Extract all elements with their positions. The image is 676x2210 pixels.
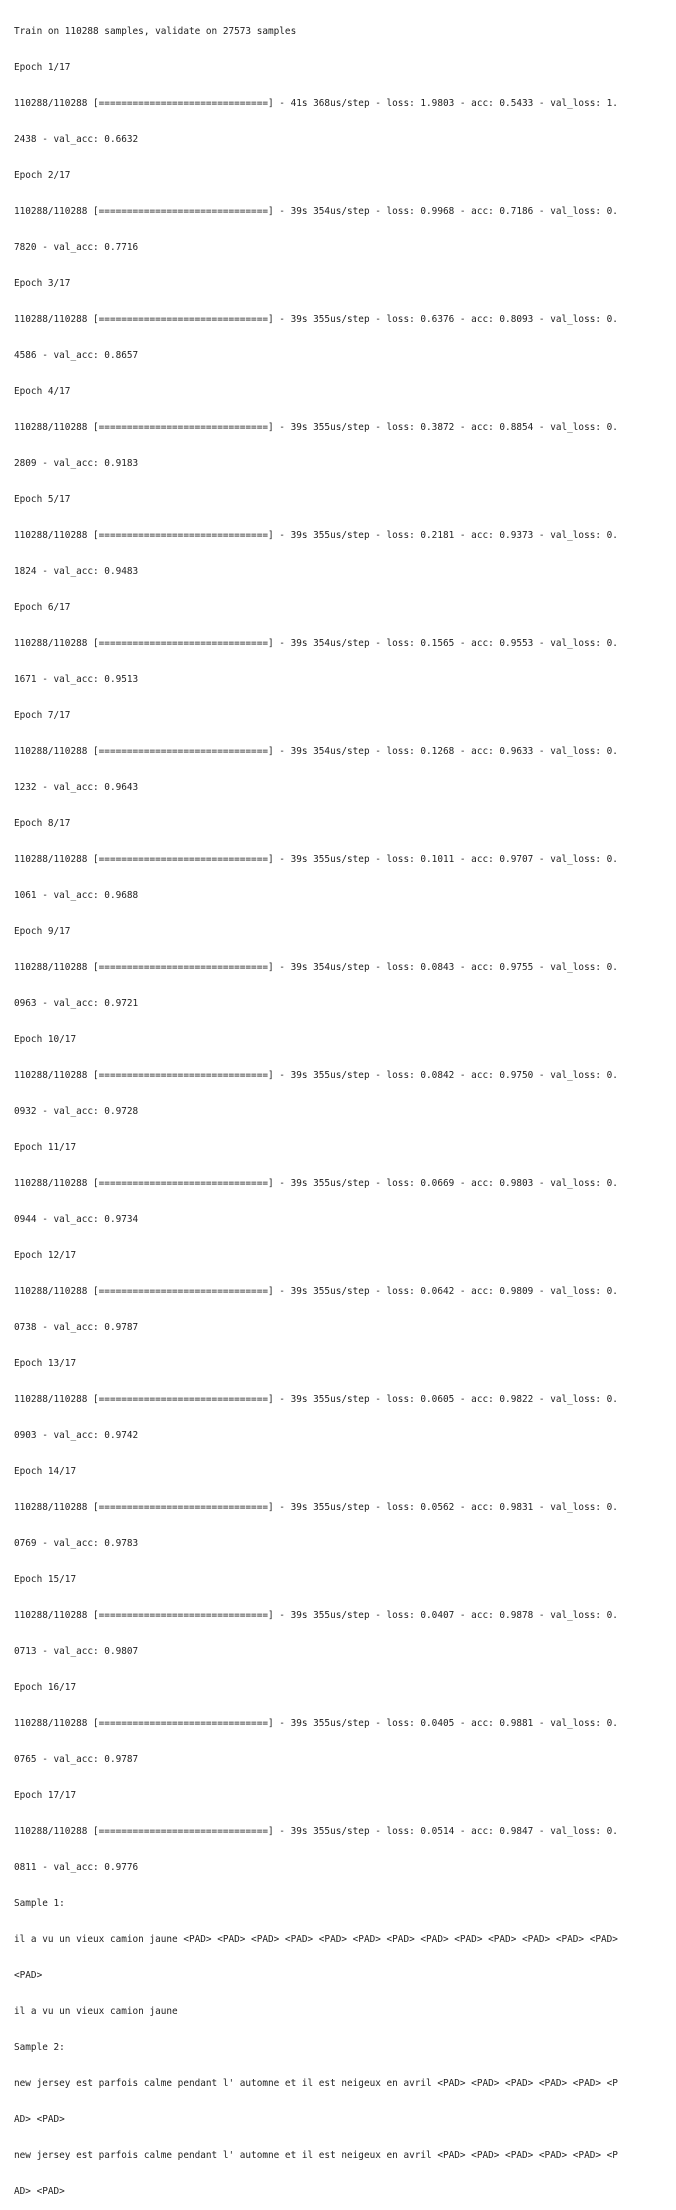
progress-line: 110288/110288 [==============================] - 39s 355us/step - loss: 0.6376 - acc: 0.8093 - val_loss: 0. — [14, 314, 618, 325]
val-acc-line: 0811 - val_acc: 0.9776 — [14, 1862, 139, 1873]
progress-line: 110288/110288 [==============================] - 39s 355us/step - loss: 0.1011 - acc: 0.9707 - val_loss: 0. — [14, 854, 618, 865]
epoch-header: Epoch 9/17 — [14, 926, 71, 937]
epoch-header: Epoch 8/17 — [14, 818, 71, 829]
val-acc-line: 0944 - val_acc: 0.9734 — [14, 1214, 139, 1225]
epoch-header: Epoch 4/17 — [14, 386, 71, 397]
progress-line: 110288/110288 [==============================] - 39s 355us/step - loss: 0.0669 - acc: 0.9803 - val_loss: 0. — [14, 1178, 618, 1189]
progress-line: 110288/110288 [==============================] - 39s 355us/step - loss: 0.3872 - acc: 0.8854 - val_loss: 0. — [14, 422, 618, 433]
progress-line: 110288/110288 [==============================] - 39s 355us/step - loss: 0.2181 - acc: 0.9373 - val_loss: 0. — [14, 530, 618, 541]
progress-line: 110288/110288 [==============================] - 39s 354us/step - loss: 0.1565 - acc: 0.9553 - val_loss: 0. — [14, 638, 618, 649]
epoch-header: Epoch 5/17 — [14, 494, 71, 505]
progress-line: 110288/110288 [==============================] - 39s 354us/step - loss: 0.0843 - acc: 0.9755 - val_loss: 0. — [14, 962, 618, 973]
sample-header: Sample 1: — [14, 1898, 65, 1909]
epoch-header: Epoch 13/17 — [14, 1358, 77, 1369]
sample-header: Sample 2: — [14, 2042, 65, 2053]
progress-line: 110288/110288 [==============================] - 39s 355us/step - loss: 0.0405 - acc: 0.9881 - val_loss: 0. — [14, 1718, 618, 1729]
console-output — [14, 2, 654, 2210]
train-summary-line: Train on 110288 samples, validate on 27573 samples — [14, 26, 297, 37]
progress-line: 110288/110288 [==============================] - 39s 355us/step - loss: 0.0605 - acc: 0.9822 - val_loss: 0. — [14, 1394, 618, 1405]
val-acc-line: 0932 - val_acc: 0.9728 — [14, 1106, 139, 1117]
epoch-header: Epoch 15/17 — [14, 1574, 77, 1585]
epoch-header: Epoch 6/17 — [14, 602, 71, 613]
val-acc-line: 2809 - val_acc: 0.9183 — [14, 458, 139, 469]
val-acc-line: 1232 - val_acc: 0.9643 — [14, 782, 139, 793]
val-acc-line: 7820 - val_acc: 0.7716 — [14, 242, 139, 253]
val-acc-line: 0903 - val_acc: 0.9742 — [14, 1430, 139, 1441]
progress-line: 110288/110288 [==============================] - 39s 355us/step - loss: 0.0642 - acc: 0.9809 - val_loss: 0. — [14, 1286, 618, 1297]
progress-line: 110288/110288 [==============================] - 39s 354us/step - loss: 0.9968 - acc: 0.7186 - val_loss: 0. — [14, 206, 618, 217]
val-acc-line: 0713 - val_acc: 0.9807 — [14, 1646, 139, 1657]
progress-line: 110288/110288 [==============================] - 39s 355us/step - loss: 0.0562 - acc: 0.9831 - val_loss: 0. — [14, 1502, 618, 1513]
epoch-header: Epoch 2/17 — [14, 170, 71, 181]
val-acc-line: 0738 - val_acc: 0.9787 — [14, 1322, 139, 1333]
sample-prediction-line: il a vu un vieux camion jaune <PAD> <PAD> <PAD> <PAD> <PAD> <PAD> <PAD> <PAD> <PAD> <PAD> <PAD> <PAD> <PAD> — [14, 1934, 618, 1945]
val-acc-line: 0765 - val_acc: 0.9787 — [14, 1754, 139, 1765]
sample-prediction-line: new jersey est parfois calme pendant l' automne et il est neigeux en avril <PAD> <PAD> <PAD> <PAD> <PAD> <P — [14, 2078, 618, 2089]
val-acc-line: 2438 - val_acc: 0.6632 — [14, 134, 139, 145]
epoch-header: Epoch 7/17 — [14, 710, 71, 721]
val-acc-line: 0769 - val_acc: 0.9783 — [14, 1538, 139, 1549]
val-acc-line: 1671 - val_acc: 0.9513 — [14, 674, 139, 685]
val-acc-line: 0963 - val_acc: 0.9721 — [14, 998, 139, 1009]
sample-reference-line: il a vu un vieux camion jaune — [14, 2006, 178, 2017]
sample-prediction-line: <PAD> — [14, 1970, 43, 1981]
val-acc-line: 1824 - val_acc: 0.9483 — [14, 566, 139, 577]
progress-line: 110288/110288 [==============================] - 39s 354us/step - loss: 0.1268 - acc: 0.9633 - val_loss: 0. — [14, 746, 618, 757]
progress-line: 110288/110288 [==============================] - 41s 368us/step - loss: 1.9803 - acc: 0.5433 - val_loss: 1. — [14, 98, 618, 109]
epoch-header: Epoch 3/17 — [14, 278, 71, 289]
epoch-header: Epoch 11/17 — [14, 1142, 77, 1153]
epoch-header: Epoch 10/17 — [14, 1034, 77, 1045]
sample-reference-line: new jersey est parfois calme pendant l' automne et il est neigeux en avril <PAD> <PAD> <PAD> <PAD> <PAD> <P — [14, 2150, 618, 2161]
epoch-header: Epoch 1/17 — [14, 62, 71, 73]
progress-line: 110288/110288 [==============================] - 39s 355us/step - loss: 0.0514 - acc: 0.9847 - val_loss: 0. — [14, 1826, 618, 1837]
sample-prediction-line: AD> <PAD> — [14, 2114, 65, 2125]
epoch-header: Epoch 17/17 — [14, 1790, 77, 1801]
sample-reference-line: AD> <PAD> — [14, 2186, 65, 2197]
val-acc-line: 1061 - val_acc: 0.9688 — [14, 890, 139, 901]
epoch-header: Epoch 12/17 — [14, 1250, 77, 1261]
progress-line: 110288/110288 [==============================] - 39s 355us/step - loss: 0.0407 - acc: 0.9878 - val_loss: 0. — [14, 1610, 618, 1621]
val-acc-line: 4586 - val_acc: 0.8657 — [14, 350, 139, 361]
progress-line: 110288/110288 [==============================] - 39s 355us/step - loss: 0.0842 - acc: 0.9750 - val_loss: 0. — [14, 1070, 618, 1081]
epoch-header: Epoch 16/17 — [14, 1682, 77, 1693]
epoch-header: Epoch 14/17 — [14, 1466, 77, 1477]
